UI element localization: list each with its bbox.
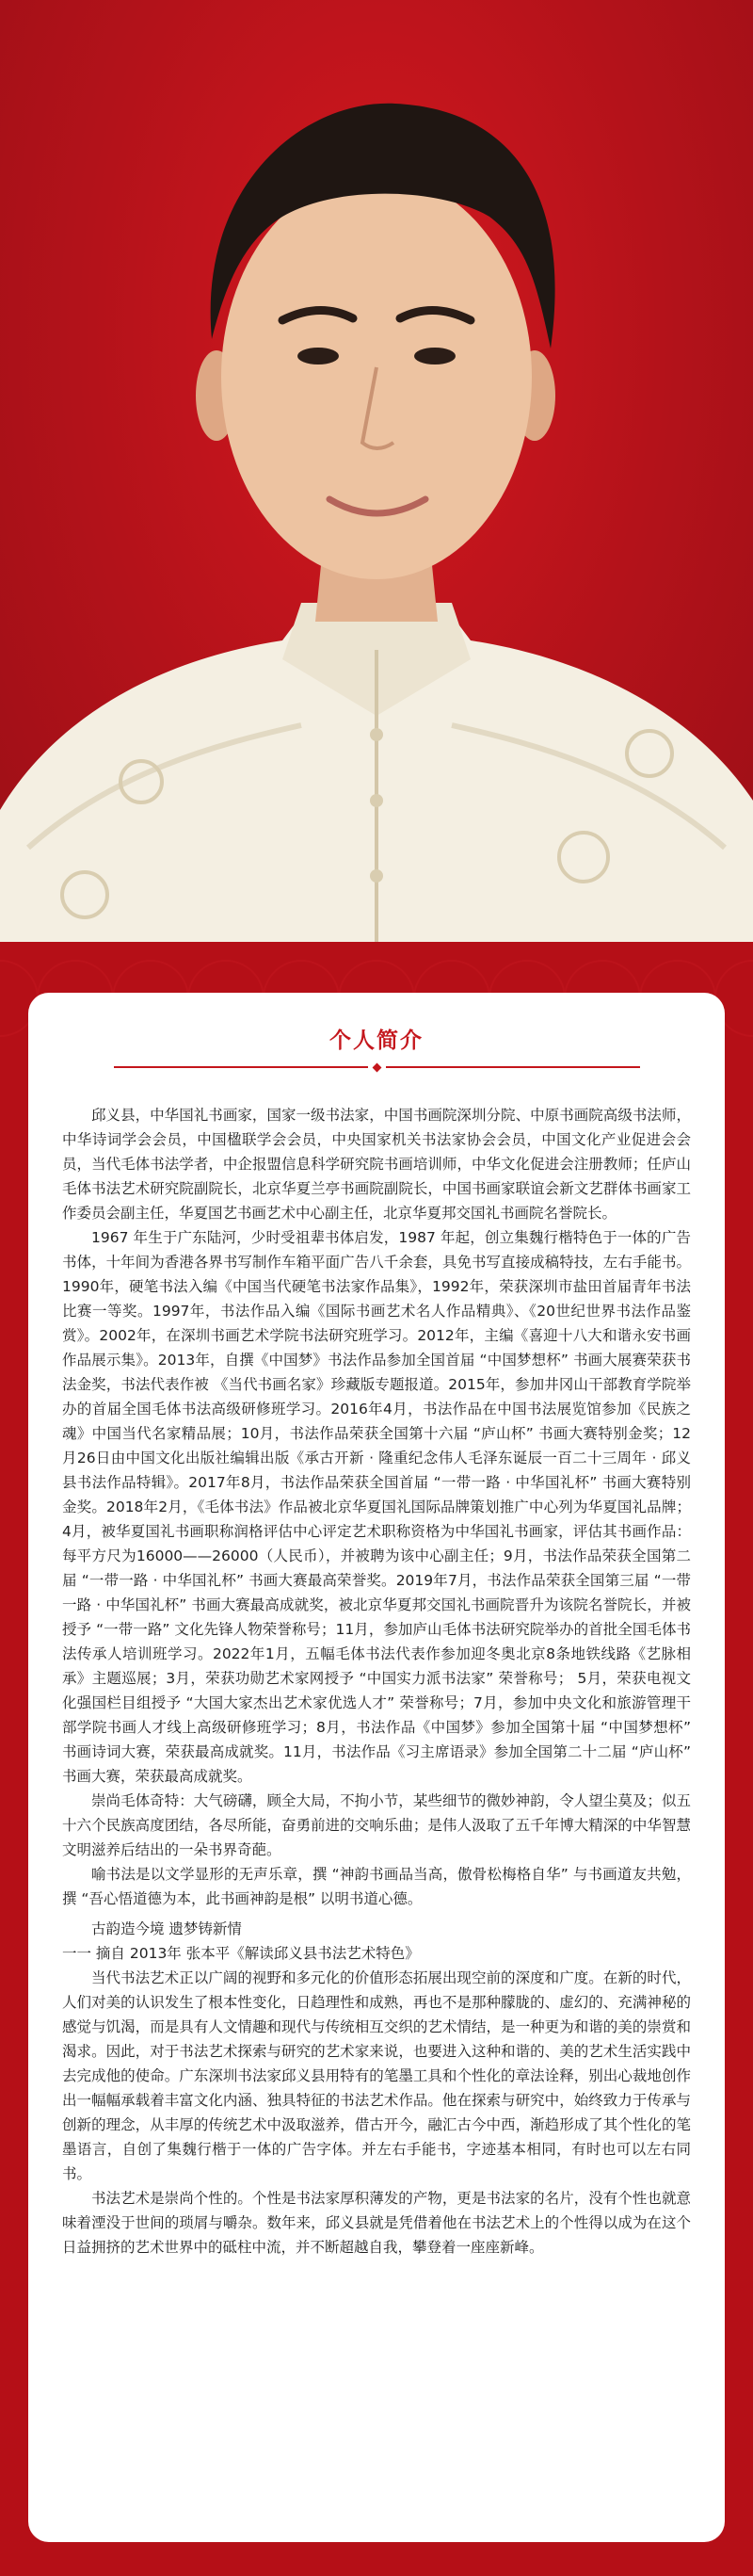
essay-source: 一一 摘自 2013年 张本平《解读邱义县书法艺术特色》 xyxy=(62,1945,420,1962)
divider-line-left xyxy=(114,1066,368,1068)
essay-heading: 古韵造今境 遗梦铸新情 xyxy=(91,1920,242,1937)
essay-paragraph: 当代书法艺术正以广阔的视野和多元化的价值形态拓展出现空前的深度和广度。在新的时代，人们对美的认识发生了根本性变化，日趋理性和成熟，再也不是那种朦胧的、虚幻的、充满神秘的感觉与饥渴，而是具有人文情趣和现代与传统相互交织的艺术情结，是一种更为和谐的美的崇赏和渴求。因此，对于书法艺术探索与研究的艺术家来说，也要进入这种和谐的、美的艺术生活实践中去完成他的使命。广东深圳书法家邱义县用特有的笔墨工具和个性化的章法诠释，别出心裁地创作出一幅幅承载着丰富文化内涵、独具特征的书法艺术作品。他在探索与研究中，始终致力于传承与创新的理念，从丰厚的传统艺术中汲取滋养，借古开今，融汇古今中西，渐趋形成了其个性化的笔墨语言，自创了集魏行楷于一体的广告字体。并左右手能书，字迹基本相同，有时也可以左右同书。 xyxy=(62,1969,691,2182)
portrait-banner xyxy=(0,0,753,951)
bio-paragraph: 邱义县，中华国礼书画家，国家一级书法家，中国书画院深圳分院、中原书画院高级书法师，中华诗词学会会员，中国楹联学会会员，中央国家机关书法家协会会员，中国文化产业促进会会员，当代毛体书法学者，中企报盟信息科学研究院书画培训师，中华文化促进会注册教师；任庐山毛体书法艺术研究院副院长，北京华夏兰亭书画院副院长，中国书画家联谊会新文艺群体书画家工作委员会副主任，华夏国艺书画艺术中心副主任，北京华夏邦交国礼书画院名誉院长。 xyxy=(62,1107,691,1222)
bio-paragraph: 喻书法是以文学显形的无声乐章，撰 “神韵书画品当高，傲骨松梅格自华” 与书画道友共勉，撰 “吾心悟道德为本，此书画神韵是根” 以明书道心德。 xyxy=(62,1866,691,1907)
profile-card xyxy=(28,993,725,2542)
bio-paragraph: 崇尚毛体奇特：大气磅礴，顾全大局，不拘小节，某些细节的微妙神韵，令人望尘莫及；似五十六个民族高度团结，各尽所能，奋勇前进的交响乐曲；是伟人汲取了五千年博大精深的中华智慧文明滋养后结出的一朵书界奇葩。 xyxy=(62,1792,691,1858)
essay-paragraph: 书法艺术是崇尚个性的。个性是书法家厚积薄发的产物，更是书法家的名片，没有个性也就意味着湮没于世间的琐屑与嚼杂。数年来，邱义县就是凭借着他在书法艺术上的个性得以成为在这个日益拥挤的艺术世界中的砥柱中流，并不断超越自我，攀登着一座座新峰。 xyxy=(62,2190,691,2256)
bio-text xyxy=(62,1103,691,1911)
portrait-photo xyxy=(0,0,753,951)
essay-section xyxy=(62,1917,691,2260)
bio-paragraph: 1967 年生于广东陆河，少时受祖辈书体启发，1987 年起，创立集魏行楷特色于一体的广告书体，十年间为香港各界书写制作车箱平面广告八千余套，具免书写直接成稿特技，左右手能书。1990年，硬笔书法入编《中国当代硬笔书法家作品集》，1992年，荣获深圳市盐田首届青年书法比赛一等奖。1997年，书法作品入编《国际书画艺术名人作品精典》、《20世纪世界书法作品鉴赏》。2002年，在深圳书画艺术学院书法研究班学习。2012年，主编《喜迎十八大和谐永安书画作品展示集》。2013年，自撰《中国梦》书法作品参加全国首届 “中国梦想杯” 书画大展赛荣获书法金奖，书法代表作被 《当代书画名家》珍藏版专题报道。2015年，参加井冈山干部教育学院举办的首届全国毛体书法高级研修班学习。2016年4月，书法作品在中国书法展览馆参加《民族之魂》中国当代名家精品展；10月，书法作品荣获全国第十六届 “庐山杯” 书画大赛特别金奖；12月26日由中国文化出版社编辑出版《承古开新 · 隆重纪念伟人毛泽东诞辰一百二十三周年 · 邱义县书法作品特辑》。2017年8月，书法作品荣获全国首届 “一带一路 · 中华国礼杯” 书画大赛特别金奖。2018年2月，《毛体书法》作品被北京华夏国礼国际品牌策划推广中心列为华夏国礼品牌；4月，被华夏国礼书画职称润格评估中心评定艺术职称资格为中华国礼书画家，评估其书画作品：每平方尺为16000——26000（人民币），并被聘为该中心副主任；9月，书法作品荣获全国第二届 “一带一路 · 中华国礼杯” 书画大赛最高荣誉奖。2019年7月，书法作品荣获全国第三届 “一带一路 · 中华国礼杯” 书画大赛最高成就奖，被北京华夏邦交国礼书画院晋升为该院名誉院长，并被授予 “一带一路” 文化先锋人物荣誉称号；11月，参加庐山毛体书法研究院举办的首批全国毛体书法传承人培训班学习。2022年1月，五幅毛体书法代表作参加迎冬奥北京8条地铁线路《艺脉相承》主题巡展；3月，荣获功勋艺术家网授予 “中国实力派书法家” 荣誉称号； 5月，荣获电视文化强国栏目组授予 “大国大家杰出艺术家优选人才” 荣誉称号；7月，参加中央文化和旅游管理干部学院书画人才线上高级研修班学习；8月，书法作品《中国梦》参加全国第十届 “中国梦想杯” 书画诗词大赛，荣获最高成就奖。11月，书法作品《习主席语录》参加全国第二十二届 “庐山杯” 书画大赛，荣获最高成就奖。 xyxy=(62,1229,691,1785)
divider-diamond-icon xyxy=(372,1062,381,1072)
divider-line-right xyxy=(386,1066,640,1068)
title-divider xyxy=(62,1063,691,1071)
section-title: 个人简介 xyxy=(329,1029,424,1053)
